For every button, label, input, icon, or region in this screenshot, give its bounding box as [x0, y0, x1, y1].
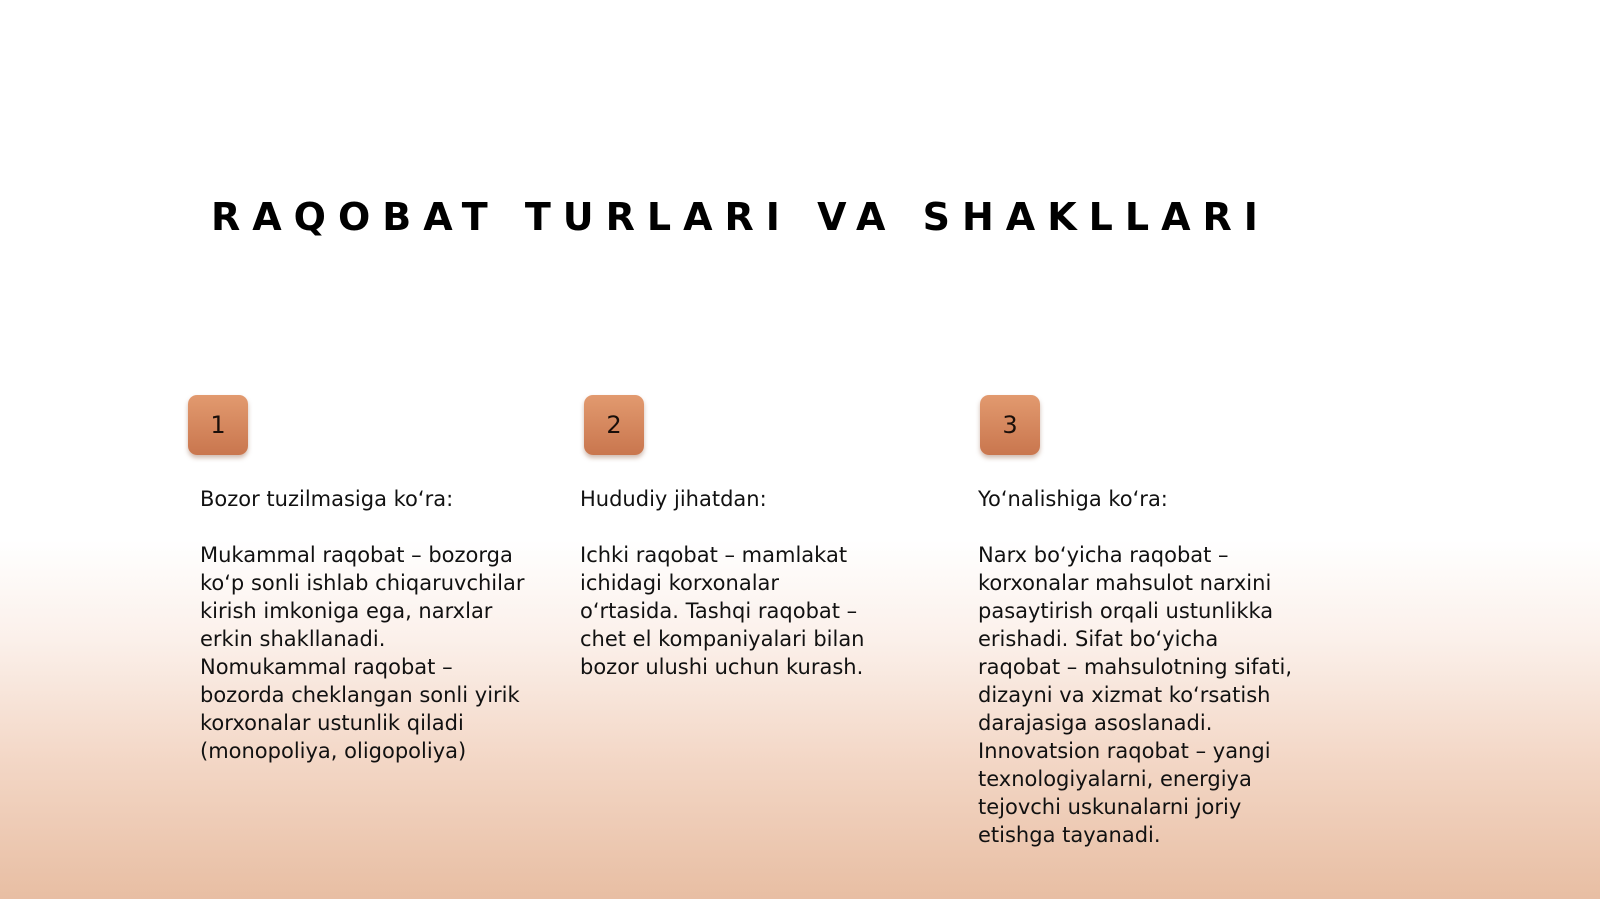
column-2 — [580, 485, 940, 681]
slide-title: RAQOBAT TURLARI VA SHAKLLARI — [211, 195, 1270, 239]
column-1-heading: Bozor tuzilmasiga ko‘ra: — [200, 487, 454, 511]
step-badge-2: 2 — [584, 395, 644, 455]
column-1-body: Mukammal raqobat – bozorga ko‘p sonli ishlab chiqaruvchilar kirish imkoniga ega, narxlar erkin shakllanadi. Nomukammal raqobat – bozorda cheklangan sonli yirik korxonalar ustunlik qiladi (monopoliya, oligopoliya) — [200, 543, 525, 763]
column-3-heading: Yo‘nalishiga ko‘ra: — [978, 487, 1168, 511]
column-2-heading: Hududiy jihatdan: — [580, 487, 767, 511]
column-3 — [978, 485, 1378, 849]
column-2-body: Ichki raqobat – mamlakat ichidagi korxonalar o‘rtasida. Tashqi raqobat – chet el kompaniyalari bilan bozor ulushi uchun kurash. — [580, 543, 865, 679]
column-3-body: Narx bo‘yicha raqobat – korxonalar mahsulot narxini pasaytirish orqali ustunlikka erishadi. Sifat bo‘yicha raqobat – mahsulotning sifati, dizayni va xizmat ko‘rsatish darajasiga asoslanadi. Innovatsion raqobat – yangi texnologiyalarni, energiya tejovchi uskunalarni joriy etishga tayanadi. — [978, 543, 1293, 847]
step-badge-3: 3 — [980, 395, 1040, 455]
step-badge-1: 1 — [188, 395, 248, 455]
column-1 — [200, 485, 560, 765]
